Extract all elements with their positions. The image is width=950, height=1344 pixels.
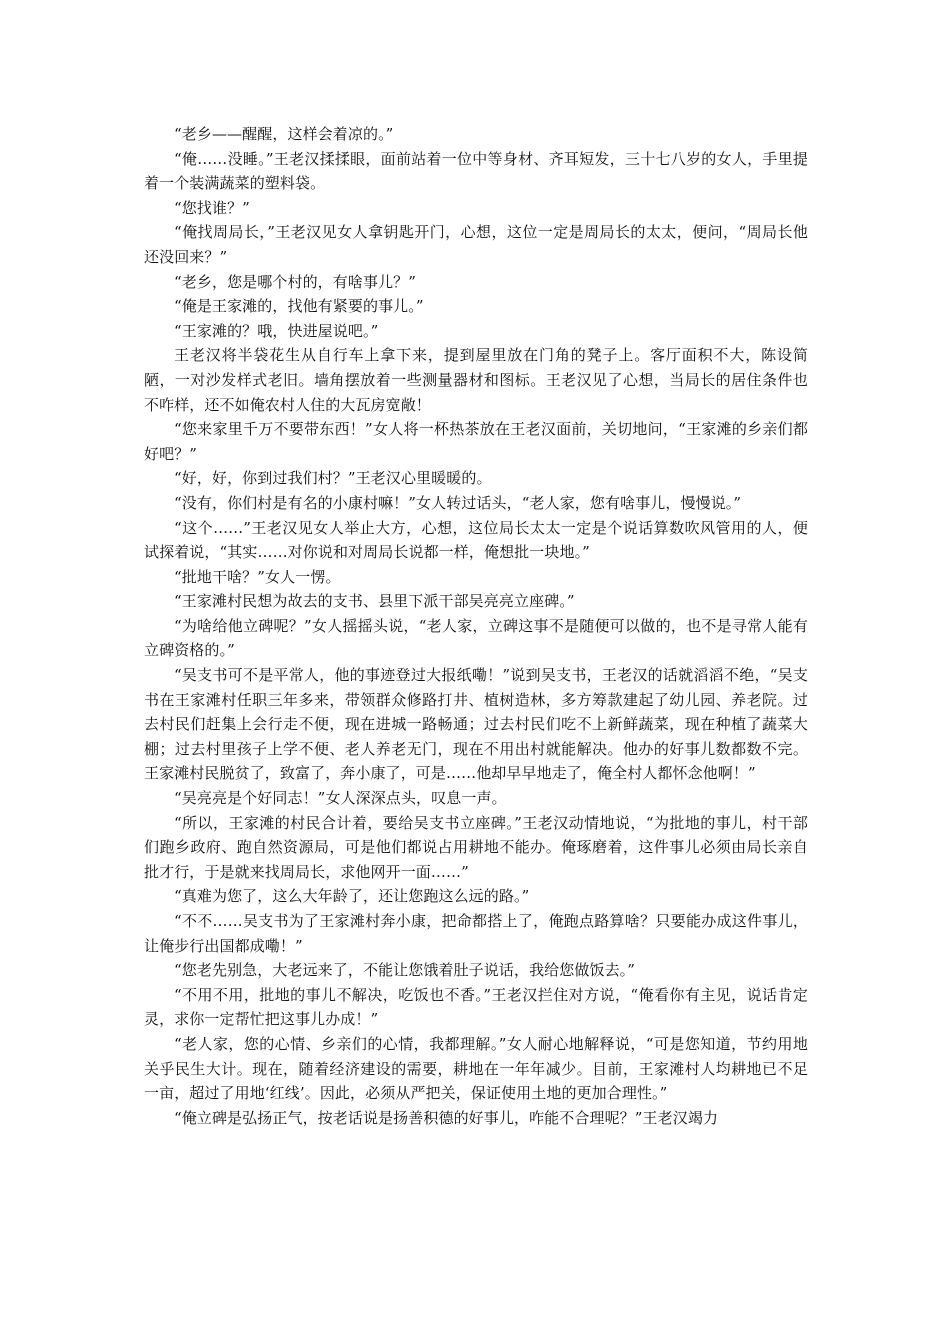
paragraph: “没有，你们村是有名的小康村嘛！”女人转过话头，“老人家，您有啥事儿，慢慢说。” xyxy=(174,493,742,512)
paragraph: “王家滩的？哦，快进屋说吧。” xyxy=(174,321,379,340)
paragraph: “您老先别急，大老远来了，不能让您饿着肚子说话，我给您做饭去。” xyxy=(174,961,636,980)
paragraph: “俺找周局长，”王老汉见女人拿钥匙开门，心想，这位一定是周局长的太太，便问，“周局长他还没回来？” xyxy=(144,223,808,266)
paragraph: “不用不用，批地的事儿不解决，吃饭也不香。”王老汉拦住对方说，“俺看你有主见，说话肯定灵，求你一定帮忙把这事儿办成！” xyxy=(144,985,808,1029)
paragraph: “为啥给他立碑呢？”女人摇摇头说，“老人家，立碑这事不是随便可以做的，也不是寻常人能有立碑资格的。” xyxy=(144,616,808,660)
paragraph: “好，好，你到过我们村？”王老汉心里暖暖的。 xyxy=(174,469,492,488)
paragraph: “批地干啥？”女人一愣。 xyxy=(174,567,341,586)
paragraph: “老乡，您是哪个村的，有啥事儿？” xyxy=(174,272,417,291)
paragraph: “这个……”王老汉见女人举止大方，心想，这位局长太太一定是个说话算数吹风管用的人，便试探着说，“其实……对你说和对周局长说都一样，俺想批一块地。” xyxy=(144,518,808,562)
paragraph: “俺是王家滩的，找他有紧要的事儿。” xyxy=(174,297,424,316)
paragraph: “真难为您了，这么大年龄了，还让您跑这么远的路。” xyxy=(174,887,530,906)
paragraph: “吴支书可不是平常人，他的事迹登过大报纸嘞！”说到吴支书，王老汉的话就滔滔不绝，“吴支书在王家滩村任职三年多来，带领群众修路打井、植树造林，多方筹款建起了幼儿园、养老院。过去村民们赶集上会行走不便，现在进城一路畅通；过去村民们吃不上新鲜蔬菜，现在种植了蔬菜大棚；过去村里孩子上学不便、老人养老无门，现在不用出村就能解决。他办的好事儿数都数不完。王家滩村民脱贫了，致富了，奔小康了，可是……他却早早地走了，俺全村人都怀念他啊！” xyxy=(144,666,808,783)
paragraph: 王老汉将半袋花生从自行车上拿下来，提到屋里放在门角的凳子上。客厅面积不大，陈设简陋，一对沙发样式老旧。墙角摆放着一些测量器材和图标。王老汉见了心想，当局长的居住条件也不咋样，还不如俺农村人住的大瓦房宽敞！ xyxy=(144,346,808,414)
paragraph: “老人家，您的心情、乡亲们的心情，我都理解。”女人耐心地解释说，“可是您知道，节约用地关乎民生大计。现在，随着经济建设的需要，耕地在一年年减少。目前，王家滩村人均耕地已不足一亩，超过了用地‘红线’。因此，必须从严把关，保证使用土地的更加合理性。” xyxy=(144,1034,808,1103)
paragraph: “不不……吴支书为了王家滩村奔小康，把命都搭上了，俺跑点路算啥？只要能办成这件事儿，让俺步行出国都成嘞！” xyxy=(144,912,808,955)
paragraph: “俺立碑是弘扬正气，按老话说是扬善积德的好事儿，咋能不合理呢？”王老汉竭力 xyxy=(174,1108,719,1127)
paragraph: “所以，王家滩的村民合计着，要给吴支书立座碑。”王老汉动情地说，“为批地的事儿，村干部们跑乡政府、跑自然资源局，可是他们都说占用耕地不能办。俺琢磨着，这件事儿必须由局长亲自批才行，于是就来找周局长，求他网开一面……” xyxy=(144,813,808,881)
paragraph: “您来家里千万不要带东西！”女人将一杯热茶放在王老汉面前，关切地问，“王家滩的乡亲们都好吧？” xyxy=(144,420,808,463)
paragraph: “王家滩村民想为故去的支书、县里下派干部吴亮亮立座碑。” xyxy=(174,592,575,611)
story-text xyxy=(144,122,808,1130)
paragraph: “您找谁？” xyxy=(174,198,250,217)
paragraph: “俺……没睡。”王老汉揉揉眼，面前站着一位中等身材、齐耳短发，三十七八岁的女人，手里提着一个装满蔬菜的塑料袋。 xyxy=(144,149,808,193)
paragraph: “老乡——醒醒，这样会着凉的。” xyxy=(174,125,394,143)
paragraph: “吴亮亮是个好同志！”女人深深点头，叹息一声。 xyxy=(174,789,507,808)
